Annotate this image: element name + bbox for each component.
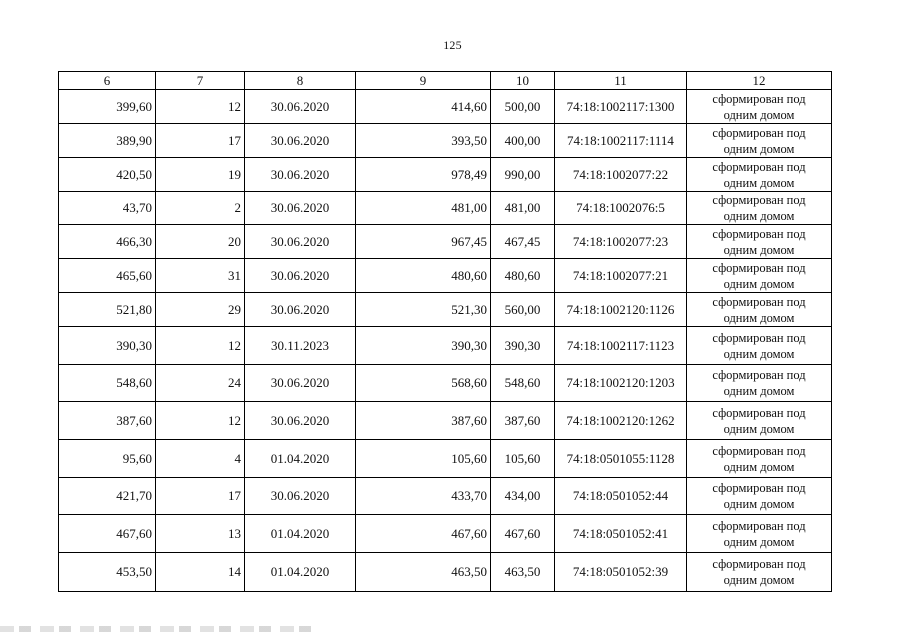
cell-value-9: 390,30 bbox=[356, 327, 491, 365]
note-line-1: сформирован под bbox=[712, 557, 806, 571]
cell-cadastral-number: 74:18:1002120:1203 bbox=[555, 365, 687, 402]
cell-value-9: 481,00 bbox=[356, 192, 491, 225]
cell-value-10: 480,60 bbox=[491, 259, 555, 293]
note-line-2: одним домом bbox=[723, 497, 795, 511]
note-line-2: одним домом bbox=[723, 310, 795, 325]
cell-date: 01.04.2020 bbox=[245, 553, 356, 592]
cell-value-10: 500,00 bbox=[491, 90, 555, 124]
cell-date: 30.06.2020 bbox=[245, 158, 356, 192]
cell-area: 465,60 bbox=[59, 259, 156, 293]
cell-count: 12 bbox=[156, 327, 245, 365]
cell-value-10: 467,60 bbox=[491, 515, 555, 553]
cell-cadastral-number: 74:18:1002120:1262 bbox=[555, 402, 687, 440]
cell-note bbox=[687, 402, 832, 440]
cell-count: 19 bbox=[156, 158, 245, 192]
cell-value-9: 105,60 bbox=[356, 440, 491, 478]
note-line-1: сформирован под bbox=[712, 193, 806, 207]
cell-value-9: 387,60 bbox=[356, 402, 491, 440]
table-row bbox=[59, 553, 832, 592]
cell-area: 43,70 bbox=[59, 192, 156, 225]
cell-note bbox=[687, 259, 832, 293]
cell-date: 30.11.2023 bbox=[245, 327, 356, 365]
cell-value-10: 548,60 bbox=[491, 365, 555, 402]
note-line-1: сформирован под bbox=[712, 368, 806, 382]
cell-count: 31 bbox=[156, 259, 245, 293]
note-line-1: сформирован под bbox=[712, 330, 806, 345]
cell-cadastral-number: 74:18:1002077:21 bbox=[555, 259, 687, 293]
note-line-1: сформирован под bbox=[712, 443, 806, 458]
note-line-2: одним домом bbox=[723, 459, 795, 474]
table-row bbox=[59, 158, 832, 192]
table-row bbox=[59, 365, 832, 402]
cell-count: 12 bbox=[156, 402, 245, 440]
cell-note bbox=[687, 124, 832, 158]
cell-date: 30.06.2020 bbox=[245, 478, 356, 515]
table-row bbox=[59, 327, 832, 365]
cell-date: 30.06.2020 bbox=[245, 90, 356, 124]
cell-value-9: 480,60 bbox=[356, 259, 491, 293]
column-header: 11 bbox=[555, 72, 687, 90]
cell-value-9: 414,60 bbox=[356, 90, 491, 124]
cell-count: 12 bbox=[156, 90, 245, 124]
table-row bbox=[59, 90, 832, 124]
table-row bbox=[59, 259, 832, 293]
note-line-1: сформирован под bbox=[712, 159, 806, 174]
note-line-1: сформирован под bbox=[712, 260, 806, 275]
note-line-2: одним домом bbox=[723, 276, 795, 291]
cell-cadastral-number: 74:18:0501055:1128 bbox=[555, 440, 687, 478]
scan-artifact bbox=[0, 626, 320, 632]
cell-date: 30.06.2020 bbox=[245, 124, 356, 158]
table-body bbox=[59, 90, 832, 592]
cell-date: 01.04.2020 bbox=[245, 515, 356, 553]
note-line-2: одним домом bbox=[723, 242, 795, 257]
table-row bbox=[59, 293, 832, 327]
cell-cadastral-number: 74:18:1002117:1123 bbox=[555, 327, 687, 365]
cell-note bbox=[687, 553, 832, 592]
cell-note bbox=[687, 327, 832, 365]
cell-value-9: 463,50 bbox=[356, 553, 491, 592]
note-line-1: сформирован под bbox=[712, 91, 806, 106]
cell-value-9: 521,30 bbox=[356, 293, 491, 327]
cell-count: 14 bbox=[156, 553, 245, 592]
table-row bbox=[59, 124, 832, 158]
cell-value-9: 568,60 bbox=[356, 365, 491, 402]
cell-note bbox=[687, 515, 832, 553]
cell-value-10: 463,50 bbox=[491, 553, 555, 592]
note-line-2: одним домом bbox=[723, 209, 795, 223]
cell-area: 521,80 bbox=[59, 293, 156, 327]
cell-note bbox=[687, 440, 832, 478]
note-line-1: сформирован под bbox=[712, 226, 806, 241]
column-header: 8 bbox=[245, 72, 356, 90]
table-row bbox=[59, 402, 832, 440]
cell-cadastral-number: 74:18:0501052:44 bbox=[555, 478, 687, 515]
note-line-1: сформирован под bbox=[712, 405, 806, 420]
note-line-2: одним домом bbox=[723, 573, 795, 587]
cell-date: 30.06.2020 bbox=[245, 365, 356, 402]
cell-area: 390,30 bbox=[59, 327, 156, 365]
cell-value-10: 105,60 bbox=[491, 440, 555, 478]
cell-area: 420,50 bbox=[59, 158, 156, 192]
note-line-1: сформирован под bbox=[712, 481, 806, 495]
cell-count: 17 bbox=[156, 124, 245, 158]
cell-count: 2 bbox=[156, 192, 245, 225]
cell-count: 29 bbox=[156, 293, 245, 327]
note-line-1: сформирован под bbox=[712, 518, 806, 533]
cell-note bbox=[687, 158, 832, 192]
cell-area: 467,60 bbox=[59, 515, 156, 553]
note-line-1: сформирован под bbox=[712, 294, 806, 309]
cell-value-9: 393,50 bbox=[356, 124, 491, 158]
note-line-2: одним домом bbox=[723, 421, 795, 436]
cell-count: 24 bbox=[156, 365, 245, 402]
cell-cadastral-number: 74:18:1002077:22 bbox=[555, 158, 687, 192]
cell-area: 548,60 bbox=[59, 365, 156, 402]
cell-cadastral-number: 74:18:1002076:5 bbox=[555, 192, 687, 225]
cell-note bbox=[687, 90, 832, 124]
cell-value-9: 978,49 bbox=[356, 158, 491, 192]
cell-count: 20 bbox=[156, 225, 245, 259]
cell-cadastral-number: 74:18:0501052:41 bbox=[555, 515, 687, 553]
note-line-1: сформирован под bbox=[712, 125, 806, 140]
note-line-2: одним домом bbox=[723, 534, 795, 549]
cell-value-10: 434,00 bbox=[491, 478, 555, 515]
cell-value-9: 967,45 bbox=[356, 225, 491, 259]
column-header: 7 bbox=[156, 72, 245, 90]
cell-value-9: 467,60 bbox=[356, 515, 491, 553]
cell-area: 453,50 bbox=[59, 553, 156, 592]
cell-cadastral-number: 74:18:0501052:39 bbox=[555, 553, 687, 592]
cell-note bbox=[687, 192, 832, 225]
cell-note bbox=[687, 478, 832, 515]
cell-cadastral-number: 74:18:1002117:1300 bbox=[555, 90, 687, 124]
cell-note bbox=[687, 225, 832, 259]
cell-value-10: 560,00 bbox=[491, 293, 555, 327]
cell-value-10: 990,00 bbox=[491, 158, 555, 192]
note-line-2: одним домом bbox=[723, 346, 795, 361]
cell-note bbox=[687, 365, 832, 402]
cell-note bbox=[687, 293, 832, 327]
table-row bbox=[59, 225, 832, 259]
cell-count: 4 bbox=[156, 440, 245, 478]
cell-area: 399,60 bbox=[59, 90, 156, 124]
cell-date: 30.06.2020 bbox=[245, 259, 356, 293]
column-header: 9 bbox=[356, 72, 491, 90]
note-line-2: одним домом bbox=[723, 141, 795, 156]
cell-date: 30.06.2020 bbox=[245, 225, 356, 259]
page-number: 125 bbox=[443, 38, 462, 52]
note-line-2: одним домом bbox=[723, 107, 795, 122]
cell-count: 17 bbox=[156, 478, 245, 515]
cell-cadastral-number: 74:18:1002120:1126 bbox=[555, 293, 687, 327]
cell-date: 30.06.2020 bbox=[245, 192, 356, 225]
table-row bbox=[59, 192, 832, 225]
column-header: 10 bbox=[491, 72, 555, 90]
cell-date: 30.06.2020 bbox=[245, 293, 356, 327]
cell-area: 466,30 bbox=[59, 225, 156, 259]
column-header: 12 bbox=[687, 72, 832, 90]
cell-area: 389,90 bbox=[59, 124, 156, 158]
cell-value-10: 390,30 bbox=[491, 327, 555, 365]
cell-value-10: 400,00 bbox=[491, 124, 555, 158]
cell-date: 30.06.2020 bbox=[245, 402, 356, 440]
table-row bbox=[59, 515, 832, 553]
cell-count: 13 bbox=[156, 515, 245, 553]
data-table bbox=[58, 71, 832, 592]
note-line-2: одним домом bbox=[723, 384, 795, 398]
cell-cadastral-number: 74:18:1002117:1114 bbox=[555, 124, 687, 158]
cell-area: 95,60 bbox=[59, 440, 156, 478]
table-row bbox=[59, 478, 832, 515]
cell-value-10: 467,45 bbox=[491, 225, 555, 259]
cell-value-10: 481,00 bbox=[491, 192, 555, 225]
cell-area: 421,70 bbox=[59, 478, 156, 515]
cell-cadastral-number: 74:18:1002077:23 bbox=[555, 225, 687, 259]
table-header-row bbox=[59, 72, 832, 90]
cell-value-9: 433,70 bbox=[356, 478, 491, 515]
note-line-2: одним домом bbox=[723, 175, 795, 190]
cell-area: 387,60 bbox=[59, 402, 156, 440]
cell-value-10: 387,60 bbox=[491, 402, 555, 440]
cell-date: 01.04.2020 bbox=[245, 440, 356, 478]
table-row bbox=[59, 440, 832, 478]
column-header: 6 bbox=[59, 72, 156, 90]
